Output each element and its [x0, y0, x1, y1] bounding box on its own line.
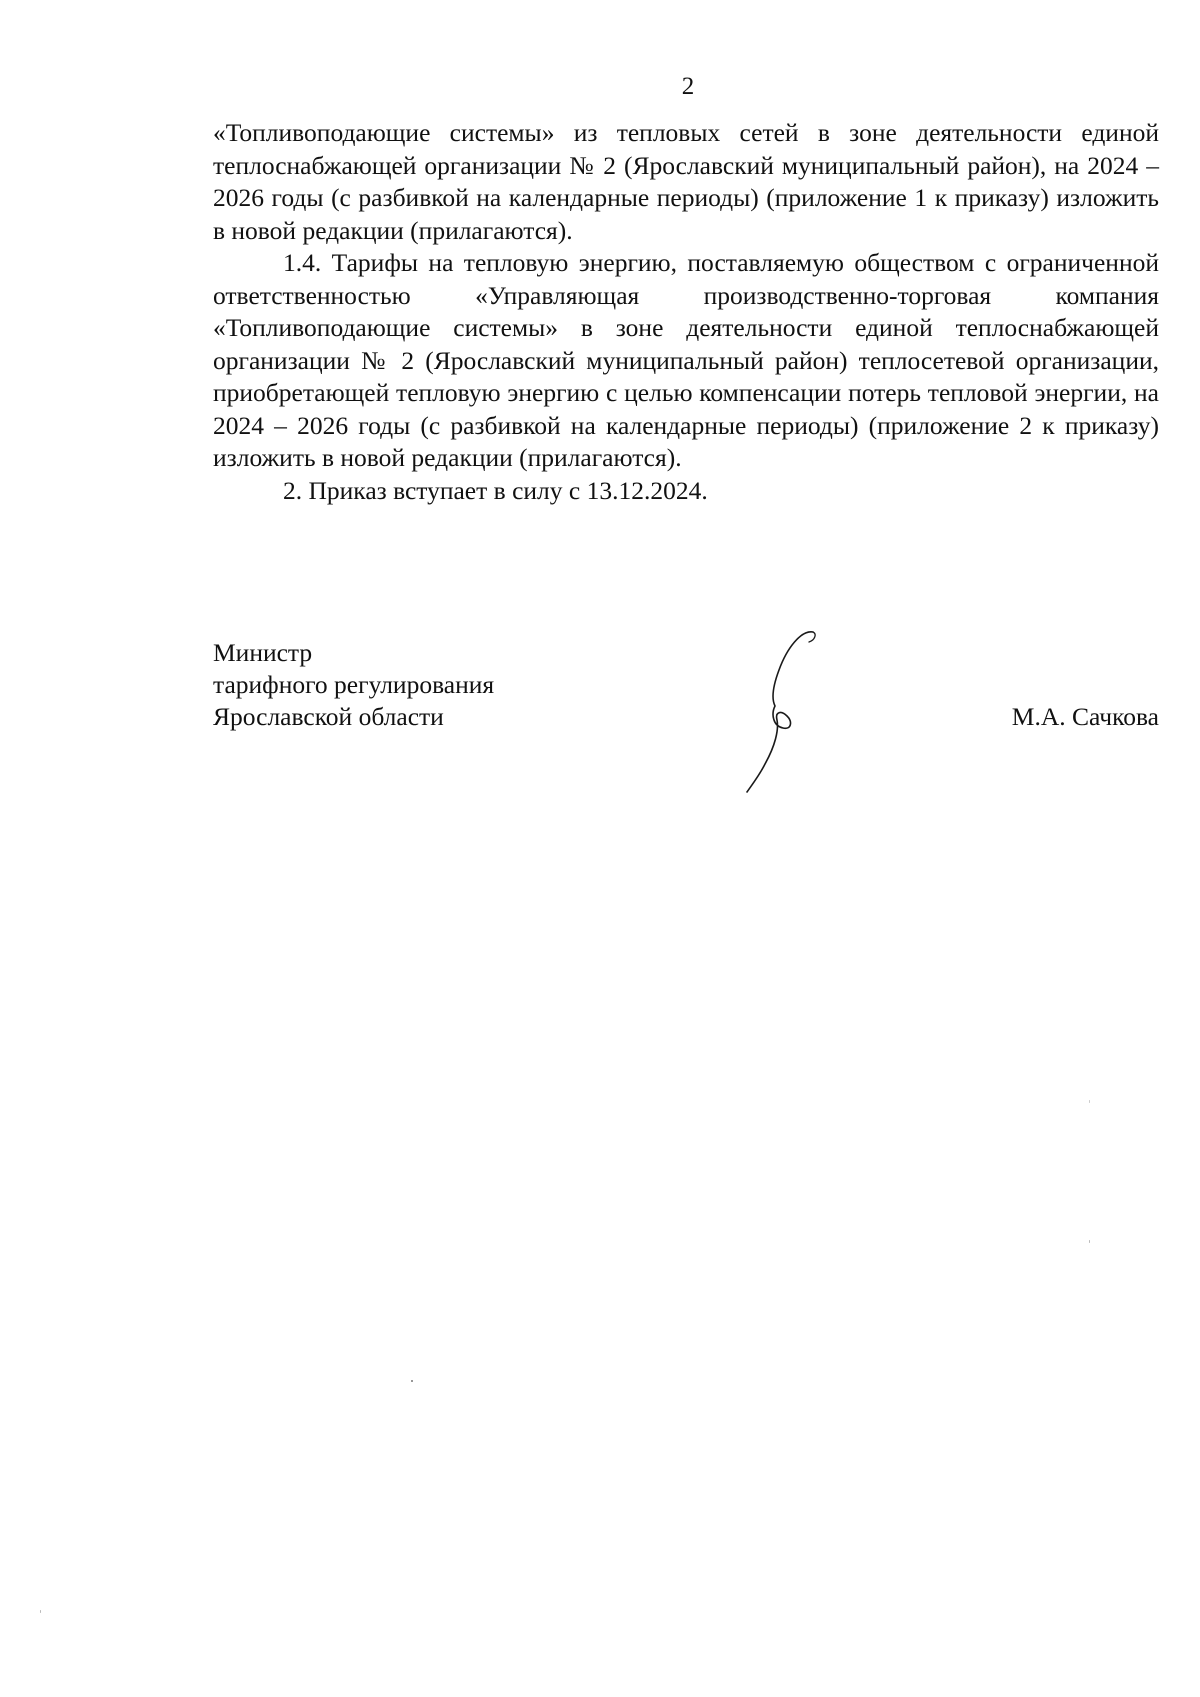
scan-speck [1089, 1240, 1090, 1243]
paragraph-item-2: 2. Приказ вступает в силу с 13.12.2024. [283, 475, 708, 505]
document-body [213, 117, 1159, 507]
page-number: 2 [681, 73, 695, 100]
signer-position-line-3: Ярославской области [213, 702, 444, 731]
signer-position [213, 637, 494, 733]
scan-speck [411, 1380, 413, 1382]
paragraph-continuation: «Топливоподающие системы» из тепловых сетей в зоне деятельности единой теплоснабжающей организации № 2 (Ярославский муниципальный район), на 2024 – 2026 годы (с разбивкой на календарные периоды) (приложение 1 к приказу) изложить в новой редакции (прилагаются). [213, 118, 1159, 245]
scan-speck [1089, 1100, 1090, 1103]
paragraph-item-1-4: 1.4. Тарифы на тепловую энергию, поставляемую обществом с ограниченной ответственностью «Управляющая производственно-торговая компания «Топливоподающие системы» в зоне деятельности единой теплоснабжающей организации № 2 (Ярославский муниципальный район) теплосетевой организации, приобретающей тепловую энергию с целью компенсации потерь тепловой энергии, на 2024 – 2026 годы (с разбивкой на календарные периоды) (приложение 2 к приказу) изложить в новой редакции (прилагаются). [213, 248, 1159, 472]
signer-position-line-2: тарифного регулирования [213, 670, 495, 699]
handwritten-signature [735, 626, 835, 796]
scan-speck [40, 1610, 41, 1613]
signer-position-line-1: Министр [213, 638, 313, 667]
signer-name: М.А. Сачкова [1011, 702, 1159, 731]
